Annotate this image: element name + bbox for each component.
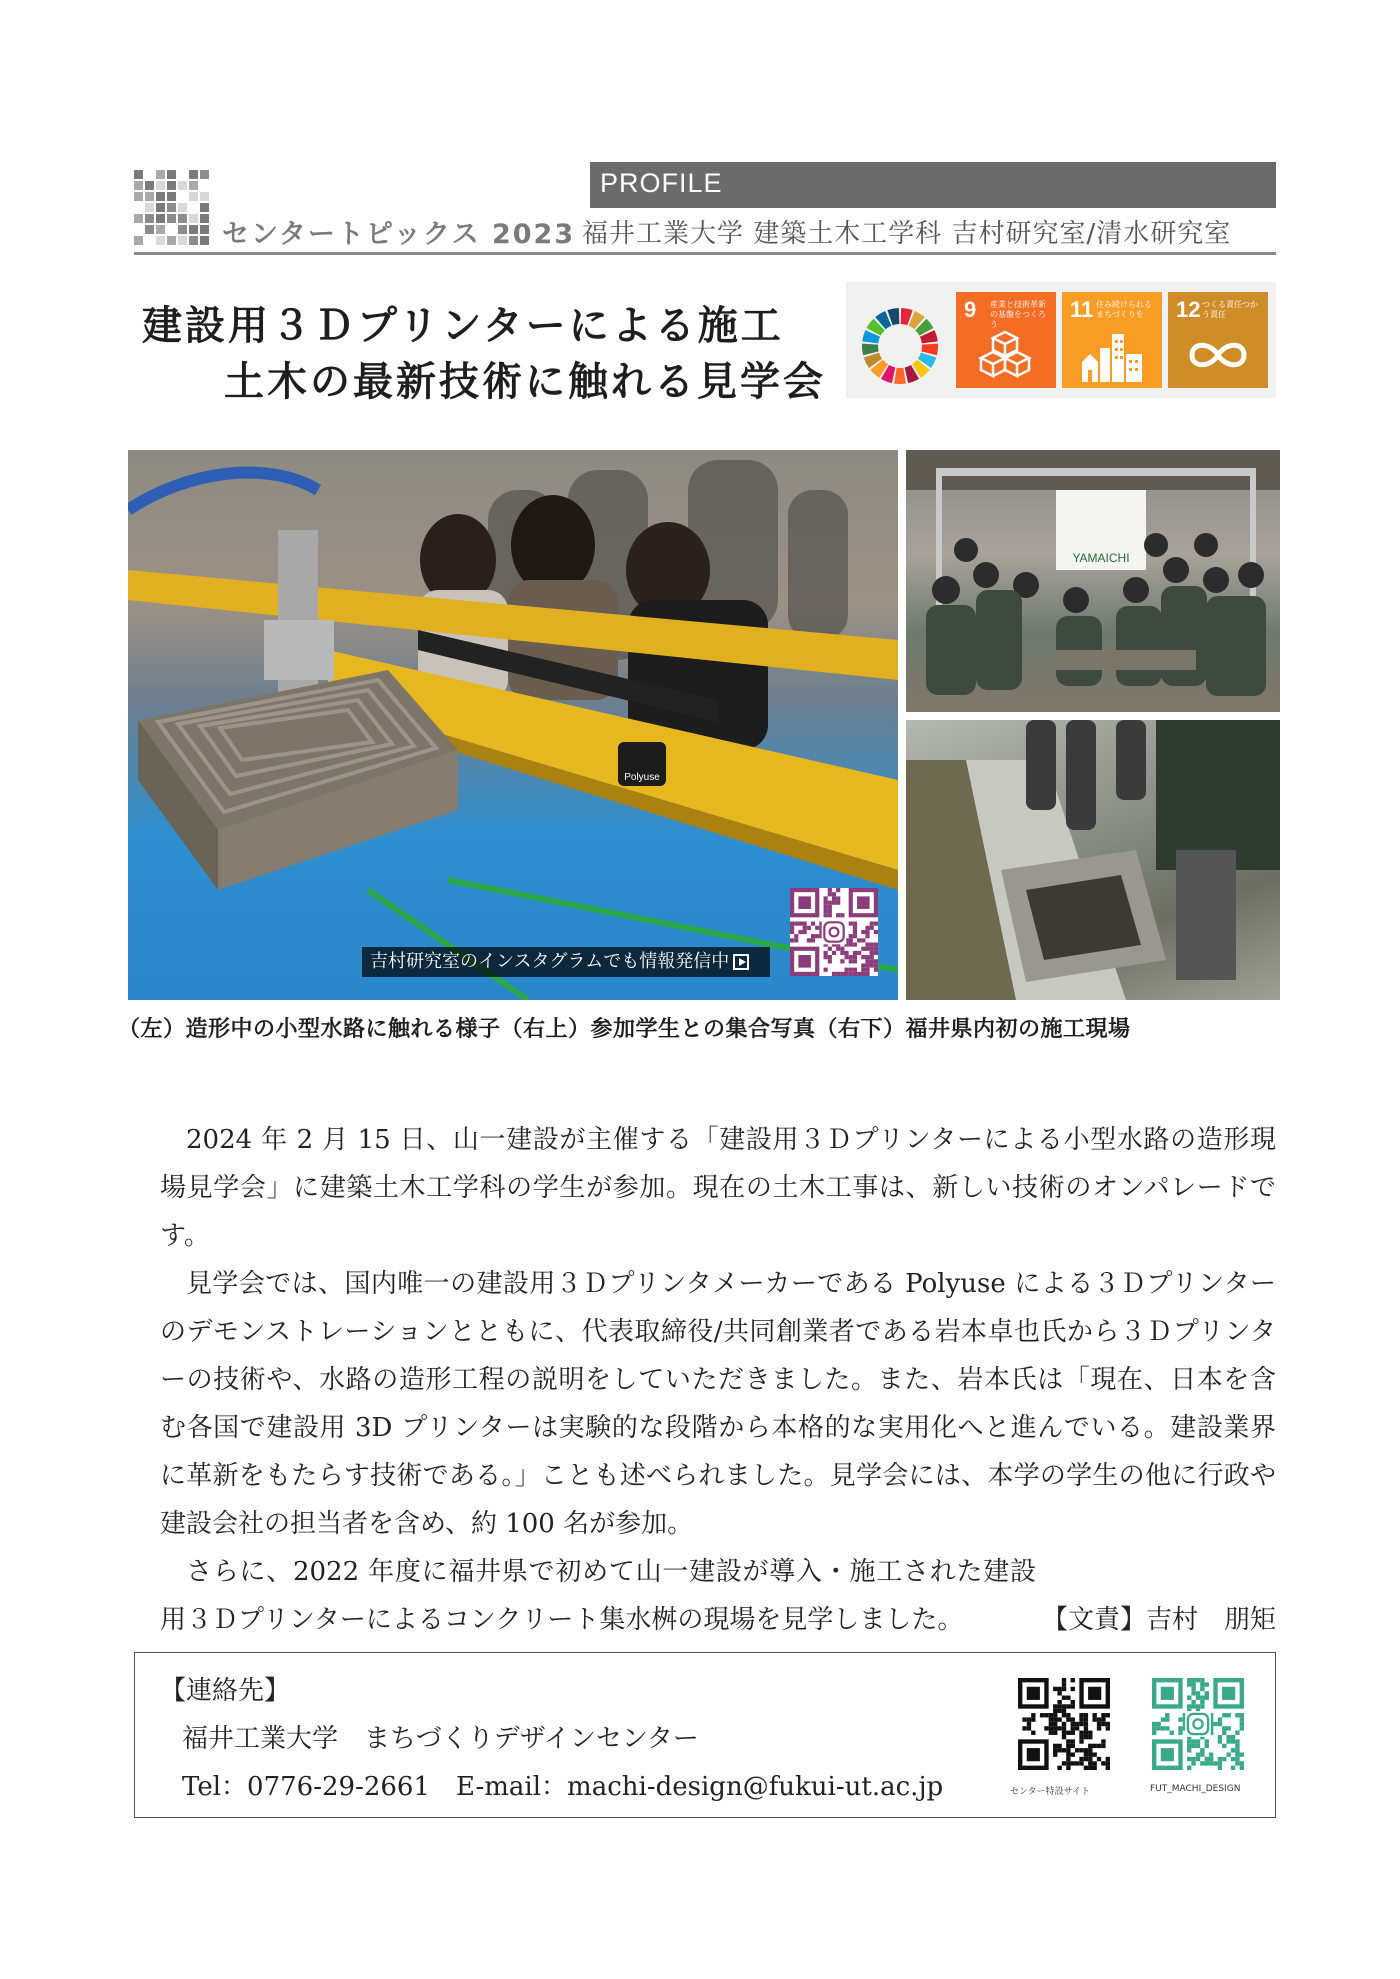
- site-scene-illustration: [906, 720, 1280, 1000]
- instagram-banner[interactable]: [362, 947, 770, 977]
- photo-caption: （左）造形中の小型水路に触れる様子（右上）参加学生との集合写真（右下）福井県内初の施工現場: [118, 1017, 1131, 1042]
- instagram-banner-text: 吉村研究室のインスタグラムでも情報発信中: [370, 951, 730, 972]
- center-site-qr-code-icon[interactable]: [1018, 1678, 1110, 1770]
- sdg-goal-text: つくる責任つかう責任: [1202, 300, 1258, 319]
- article-body: [160, 1116, 1276, 1644]
- qr-site-label: センター特設サイト: [1010, 1787, 1091, 1797]
- article-title-line2: 土木の最新技術に触れる見学会: [224, 359, 826, 405]
- photo-3d-printer-demo: [128, 450, 898, 1000]
- instagram-qr-code-icon[interactable]: [790, 888, 878, 976]
- sdg-goal-12: [1168, 292, 1268, 388]
- photo-group-shot: [906, 450, 1280, 712]
- body-paragraph-3: さらに、2022 年度に福井県で初めて山一建設が導入・施工された建設用３Ｄプリンターによるコンクリート集水桝の現場を見学しました。: [160, 1557, 1036, 1635]
- sdg-wheel-icon: [860, 306, 940, 386]
- author-signature: 【文責】吉村 朋矩: [1041, 1605, 1276, 1635]
- play-icon: [733, 954, 749, 970]
- contact-organization: 福井工業大学 まちづくりデザインセンター: [182, 1724, 699, 1754]
- contact-heading: 【連絡先】: [160, 1676, 291, 1706]
- polyuse-sign: Polyuse: [624, 772, 660, 783]
- blocks-icon: [974, 328, 1036, 382]
- printer-scene-illustration: [128, 450, 898, 1000]
- topics-label: センタートピックス 2023: [222, 219, 576, 250]
- infinity-icon: [1186, 328, 1250, 382]
- city-icon: [1080, 328, 1144, 382]
- body-paragraph-2: 見学会では、国内唯一の建設用３Ｄプリンタメーカーである Polyuse による３Ｄプリンターのデモンストレーションとともに、代表取締役/共同創業者である岩本卓也氏から３Ｄプリンターの技術や、水路の造形工程の説明をしていただきました。また、岩本氏は「現在、日本を含む各国で建設用 3D プリンターは実験的な段階から本格的な実用化へと進んでいる。建設業界に革新をもたらす技術である。」ことも述べられました。見学会には、本学の学生の他に行政や建設会社の担当者を含め、約 100 名が参加。: [160, 1269, 1276, 1539]
- sdg-goal-number: 9: [964, 297, 977, 322]
- header-divider: [134, 252, 1276, 255]
- sdg-goal-9: [956, 292, 1056, 388]
- sdg-goal-11: [1062, 292, 1162, 388]
- sdg-goal-text: 産業と技術革新の基盤をつくろう: [990, 300, 1046, 329]
- article-title-line1: 建設用３Ｄプリンターによる施工: [142, 303, 784, 349]
- organization-label: 福井工業大学 建築土木工学科 吉村研究室/清水研究室: [582, 219, 1232, 249]
- photo-construction-site: [906, 720, 1280, 1000]
- body-paragraph-1: 2024 年 2 月 15 日、山一建設が主催する「建設用３Ｄプリンターによる小型水路の造形現場見学会」に建築土木工学科の学生が参加。現在の土木工事は、新しい技術のオンパレードです。: [160, 1125, 1276, 1251]
- sdg-goal-number: 11: [1070, 297, 1094, 322]
- profile-label: PROFILE: [600, 168, 723, 198]
- qr-instagram-label: FUT_MACHI_DESIGN: [1150, 1784, 1241, 1794]
- sdg-goal-number: 12: [1176, 297, 1201, 322]
- center-logo-icon: [134, 170, 210, 246]
- contact-tel-email[interactable]: Tel：0776-29-2661 E-mail：machi-design@fukui-ut.ac.jp: [182, 1772, 944, 1802]
- instagram-qr-code-icon[interactable]: [1152, 1678, 1244, 1770]
- yamaichi-sign: YAMAICHI: [1072, 551, 1130, 565]
- group-scene-illustration: [906, 450, 1280, 712]
- sdg-goal-text: 住み続けられるまちづくりを: [1096, 300, 1152, 319]
